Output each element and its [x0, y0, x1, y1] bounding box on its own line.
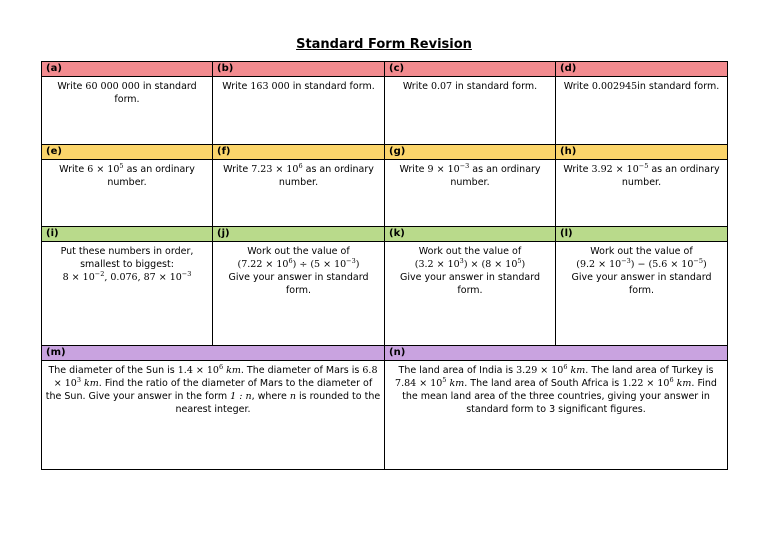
header-m: (m) — [42, 346, 385, 361]
question-d: Write 0.002945in standard form. — [556, 77, 728, 145]
question-i: Put these numbers in order, smallest to biggest: $8 \times 10^{-2}$, 0.076, $87 \times 10^{-3}$ — [42, 242, 213, 346]
header-e: (e) — [42, 145, 213, 160]
header-l: (l) — [556, 227, 728, 242]
header-f: (f) — [213, 145, 385, 160]
question-h: Write $3.92 \times 10^{-5}$ as an ordinary number. — [556, 160, 728, 227]
header-d: (d) — [556, 62, 728, 77]
question-g: Write $9 \times 10^{-3}$ as an ordinary number. — [385, 160, 556, 227]
header-c: (c) — [385, 62, 556, 77]
header-n: (n) — [385, 346, 728, 361]
header-k: (k) — [385, 227, 556, 242]
question-m: The diameter of the Sun is $1.4 \times 10^6$ km. The diameter of Mars is $6.8 \times 10^3$ km. Find the ratio of the diameter of Mars to the diameter of the Sun. Give your answer in the form 1 : n, where n is rounded to the nearest integer. — [42, 361, 385, 470]
header-i: (i) — [42, 227, 213, 242]
question-a: Write 60 000 000 in standard form. — [42, 77, 213, 145]
question-n: The land area of India is $3.29 \times 10^6$ km. The land area of Turkey is $7.84 \times 10^5$ km. The land area of South Africa is $1.22 \times 10^6$ km. Find the mean land area of the three countries, giving your answer in standard form to 3 significant figures. — [385, 361, 728, 470]
question-c: Write 0.07 in standard form. — [385, 77, 556, 145]
header-g: (g) — [385, 145, 556, 160]
question-e: Write $6 \times 10^5$ as an ordinary number. — [42, 160, 213, 227]
question-l: Work out the value of $(9.2 \times 10^{-3}) - (5.6 \times 10^{-5})$ Give your answer in standard form. — [556, 242, 728, 346]
revision-grid — [41, 61, 728, 470]
question-j: Work out the value of $(7.22 \times 10^6) \div (5 \times 10^{-3})$ Give your answer in standard form. — [213, 242, 385, 346]
question-f: Write $7.23 \times 10^6$ as an ordinary number. — [213, 160, 385, 227]
header-a: (a) — [42, 62, 213, 77]
question-k: Work out the value of $(3.2 \times 10^3) \times (8 \times 10^5)$ Give your answer in standard form. — [385, 242, 556, 346]
header-j: (j) — [213, 227, 385, 242]
question-b: Write 163 000 in standard form. — [213, 77, 385, 145]
page-title: Standard Form Revision — [296, 37, 472, 52]
header-h: (h) — [556, 145, 728, 160]
header-b: (b) — [213, 62, 385, 77]
